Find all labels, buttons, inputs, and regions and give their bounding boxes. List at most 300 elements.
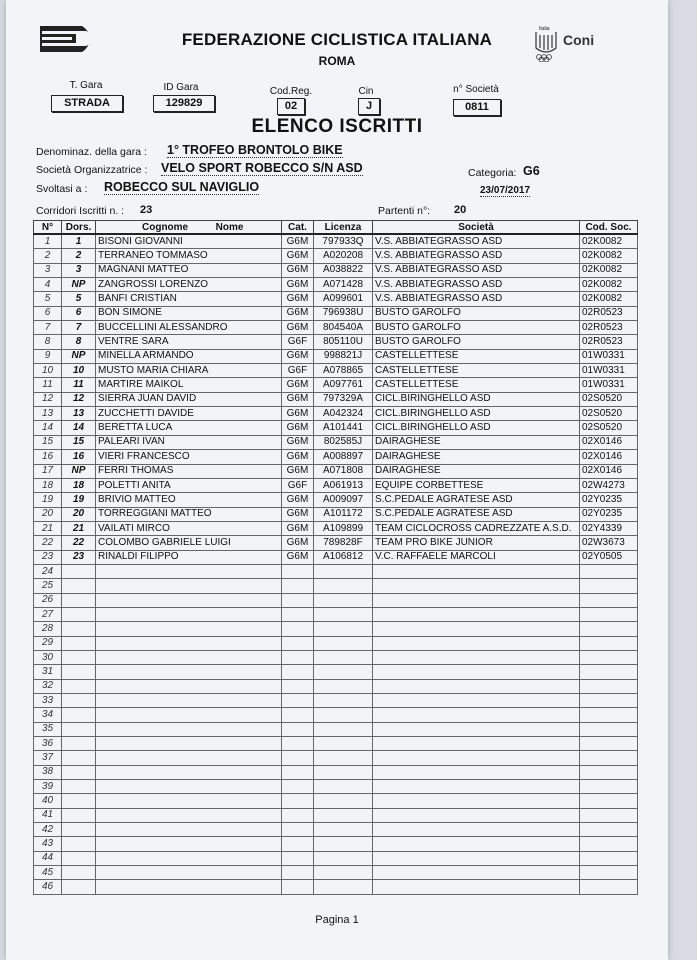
row-name: FERRI THOMAS <box>96 464 282 478</box>
row-name <box>96 851 282 865</box>
row-license <box>314 579 373 593</box>
row-team <box>373 665 580 679</box>
tgara-label: T. Gara <box>69 80 103 91</box>
row-bib <box>62 851 96 865</box>
row-number: 20 <box>34 507 62 521</box>
table-row <box>34 593 638 607</box>
row-bib: 15 <box>62 435 96 449</box>
row-team-code <box>580 851 638 865</box>
row-license <box>314 593 373 607</box>
row-license <box>314 851 373 865</box>
coni-small-text: Italia <box>539 26 550 32</box>
row-category: G6M <box>282 234 314 249</box>
row-category: G6M <box>282 421 314 435</box>
row-category <box>282 607 314 621</box>
row-team: V.S. ABBIATEGRASSO ASD <box>373 234 580 249</box>
row-bib <box>62 765 96 779</box>
row-license <box>314 636 373 650</box>
row-category <box>282 579 314 593</box>
table-row <box>34 536 638 550</box>
row-category <box>282 823 314 837</box>
row-team <box>373 636 580 650</box>
row-team-code <box>580 579 638 593</box>
row-category <box>282 665 314 679</box>
table-row <box>34 722 638 736</box>
row-team <box>373 794 580 808</box>
row-team-code <box>580 823 638 837</box>
row-bib: 13 <box>62 407 96 421</box>
row-team-code: 02Y0505 <box>580 550 638 564</box>
row-license <box>314 564 373 578</box>
row-name: SIERRA JUAN DAVID <box>96 392 282 406</box>
row-team-code <box>580 751 638 765</box>
row-bib <box>62 708 96 722</box>
row-name <box>96 679 282 693</box>
row-team: CASTELLETTESE <box>373 378 580 392</box>
row-team: DAIRAGHESE <box>373 435 580 449</box>
row-team: V.C. RAFFAELE MARCOLI <box>373 550 580 564</box>
row-category: G6F <box>282 478 314 492</box>
row-number: 16 <box>34 450 62 464</box>
row-team <box>373 780 580 794</box>
table-row <box>34 321 638 335</box>
row-category: G6M <box>282 349 314 363</box>
table-row <box>34 765 638 779</box>
row-name <box>96 751 282 765</box>
row-category <box>282 708 314 722</box>
row-bib: 18 <box>62 478 96 492</box>
row-license: 802585J <box>314 435 373 449</box>
row-name <box>96 780 282 794</box>
row-category: G6M <box>282 435 314 449</box>
row-number: 21 <box>34 521 62 535</box>
row-name: TERRANEO TOMMASO <box>96 249 282 263</box>
row-bib <box>62 679 96 693</box>
row-team-code: 02R0523 <box>580 306 638 320</box>
col-codsoc: Cod. Soc. <box>580 221 638 235</box>
federation-title: FEDERAZIONE CICLISTICA ITALIANA <box>181 30 493 49</box>
row-number: 8 <box>34 335 62 349</box>
row-team: CASTELLETTESE <box>373 364 580 378</box>
table-row <box>34 808 638 822</box>
row-category: G6M <box>282 306 314 320</box>
row-name: BUCCELLINI ALESSANDRO <box>96 321 282 335</box>
table-row <box>34 292 638 306</box>
row-license: A009097 <box>314 493 373 507</box>
row-team-code: 02W4273 <box>580 478 638 492</box>
row-name: PALEARI IVAN <box>96 435 282 449</box>
row-number: 41 <box>34 808 62 822</box>
row-license: 804540A <box>314 321 373 335</box>
row-name: MUSTO MARIA CHIARA <box>96 364 282 378</box>
row-bib <box>62 650 96 664</box>
row-team <box>373 650 580 664</box>
row-bib <box>62 823 96 837</box>
table-row <box>34 478 638 492</box>
row-number: 32 <box>34 679 62 693</box>
row-bib: 3 <box>62 263 96 277</box>
row-bib: 21 <box>62 521 96 535</box>
row-team-code: 02K0082 <box>580 234 638 249</box>
row-number: 39 <box>34 780 62 794</box>
row-category: G6M <box>282 450 314 464</box>
row-team: CICL.BIRINGHELLO ASD <box>373 392 580 406</box>
row-bib <box>62 622 96 636</box>
row-license <box>314 607 373 621</box>
row-number: 25 <box>34 579 62 593</box>
table-row <box>34 507 638 521</box>
row-team-code: 02S0520 <box>580 421 638 435</box>
row-number: 26 <box>34 593 62 607</box>
row-license: A020208 <box>314 249 373 263</box>
row-bib: 8 <box>62 335 96 349</box>
row-number: 24 <box>34 564 62 578</box>
row-number: 42 <box>34 823 62 837</box>
table-row <box>34 607 638 621</box>
cin-label: Cin <box>358 86 374 97</box>
row-team-code: 02S0520 <box>580 392 638 406</box>
table-row <box>34 650 638 664</box>
iscritti-value: 23 <box>140 204 153 216</box>
row-license: 797329A <box>314 392 373 406</box>
row-name <box>96 823 282 837</box>
table-row <box>34 464 638 478</box>
row-bib: NP <box>62 464 96 478</box>
table-row <box>34 234 638 249</box>
row-number: 38 <box>34 765 62 779</box>
row-team: V.S. ABBIATEGRASSO ASD <box>373 292 580 306</box>
row-name <box>96 708 282 722</box>
row-name: VAILATI MIRCO <box>96 521 282 535</box>
idgara-box: 129829 <box>153 95 215 112</box>
row-team: TEAM PRO BIKE JUNIOR <box>373 536 580 550</box>
row-team <box>373 708 580 722</box>
table-row <box>34 780 638 794</box>
row-name: BERETTA LUCA <box>96 421 282 435</box>
row-number: 31 <box>34 665 62 679</box>
row-name <box>96 694 282 708</box>
row-category <box>282 636 314 650</box>
col-cognome-nome <box>96 221 282 235</box>
row-team: V.S. ABBIATEGRASSO ASD <box>373 249 580 263</box>
row-team-code <box>580 636 638 650</box>
row-team <box>373 722 580 736</box>
row-license <box>314 622 373 636</box>
row-team-code: 01W0331 <box>580 349 638 363</box>
row-team-code <box>580 866 638 880</box>
row-team-code <box>580 665 638 679</box>
row-category <box>282 679 314 693</box>
row-bib: 19 <box>62 493 96 507</box>
row-bib: 1 <box>62 234 96 249</box>
row-category <box>282 837 314 851</box>
row-license: A101172 <box>314 507 373 521</box>
row-category <box>282 694 314 708</box>
row-number: 14 <box>34 421 62 435</box>
row-license: 805110U <box>314 335 373 349</box>
categoria-label: Categoria: <box>468 167 517 179</box>
row-bib <box>62 564 96 578</box>
row-bib: 7 <box>62 321 96 335</box>
row-team <box>373 808 580 822</box>
svoltasi-label: Svoltasi a : <box>36 183 88 195</box>
row-category: G6M <box>282 507 314 521</box>
row-team: CASTELLETTESE <box>373 349 580 363</box>
row-category <box>282 880 314 894</box>
row-category: G6M <box>282 278 314 292</box>
table-row <box>34 407 638 421</box>
row-category: G6M <box>282 407 314 421</box>
row-team-code <box>580 708 638 722</box>
row-name <box>96 622 282 636</box>
row-team: DAIRAGHESE <box>373 450 580 464</box>
row-name: BON SIMONE <box>96 306 282 320</box>
row-number: 4 <box>34 278 62 292</box>
row-number: 45 <box>34 866 62 880</box>
row-team-code <box>580 737 638 751</box>
row-license: A099601 <box>314 292 373 306</box>
row-bib: 5 <box>62 292 96 306</box>
table-row <box>34 694 638 708</box>
row-name <box>96 564 282 578</box>
table-row <box>34 837 638 851</box>
societa-label: n° Società <box>453 84 499 95</box>
col-cognome: Cognome <box>142 221 189 233</box>
table-row <box>34 622 638 636</box>
row-team-code <box>580 880 638 894</box>
row-name <box>96 866 282 880</box>
row-number: 23 <box>34 550 62 564</box>
row-team-code <box>580 593 638 607</box>
row-license: A008897 <box>314 450 373 464</box>
row-name: VIERI FRANCESCO <box>96 450 282 464</box>
row-bib <box>62 694 96 708</box>
row-bib: 11 <box>62 378 96 392</box>
table-row <box>34 263 638 277</box>
row-license <box>314 880 373 894</box>
svoltasi-value: ROBECCO SUL NAVIGLIO <box>104 180 260 194</box>
row-number: 22 <box>34 536 62 550</box>
row-team-code: 02X0146 <box>580 450 638 464</box>
row-category <box>282 851 314 865</box>
table-row <box>34 794 638 808</box>
row-number: 28 <box>34 622 62 636</box>
tgara-box: STRADA <box>51 95 123 112</box>
row-team-code: 01W0331 <box>580 378 638 392</box>
cin-box: J <box>358 98 380 115</box>
row-team-code: 02R0523 <box>580 321 638 335</box>
row-team-code: 02Y4339 <box>580 521 638 535</box>
row-license <box>314 679 373 693</box>
col-societa: Società <box>373 221 580 235</box>
col-licenza: Licenza <box>314 221 373 235</box>
row-license <box>314 737 373 751</box>
row-bib: NP <box>62 278 96 292</box>
row-bib <box>62 780 96 794</box>
row-license: A106812 <box>314 550 373 564</box>
row-team-code <box>580 780 638 794</box>
row-category <box>282 808 314 822</box>
row-license: A109899 <box>314 521 373 535</box>
row-team-code: 01W0331 <box>580 364 638 378</box>
row-team-code: 02Y0235 <box>580 507 638 521</box>
row-team-code <box>580 722 638 736</box>
row-name <box>96 636 282 650</box>
row-category: G6M <box>282 536 314 550</box>
row-team-code: 02W3673 <box>580 536 638 550</box>
row-name <box>96 808 282 822</box>
row-team-code: 02Y0235 <box>580 493 638 507</box>
row-bib: 22 <box>62 536 96 550</box>
page-title: ELENCO ISCRITTI <box>251 116 423 137</box>
row-bib <box>62 636 96 650</box>
table-row <box>34 364 638 378</box>
row-team <box>373 593 580 607</box>
denominazione-label: Denominaz. della gara : <box>36 146 147 158</box>
row-license: A071808 <box>314 464 373 478</box>
codreg-box: 02 <box>277 98 305 115</box>
row-team-code: 02X0146 <box>580 435 638 449</box>
row-license <box>314 866 373 880</box>
col-cat: Cat. <box>282 221 314 235</box>
table-row <box>34 708 638 722</box>
row-team <box>373 880 580 894</box>
row-name <box>96 737 282 751</box>
row-team <box>373 823 580 837</box>
row-bib <box>62 794 96 808</box>
row-name: ZANGROSSI LORENZO <box>96 278 282 292</box>
row-license: A042324 <box>314 407 373 421</box>
row-license: 796938U <box>314 306 373 320</box>
row-number: 43 <box>34 837 62 851</box>
row-number: 34 <box>34 708 62 722</box>
table-row <box>34 450 638 464</box>
row-name <box>96 650 282 664</box>
row-name: MINELLA ARMANDO <box>96 349 282 363</box>
row-number: 7 <box>34 321 62 335</box>
row-team-code <box>580 694 638 708</box>
col-nome: Nome <box>215 221 244 233</box>
row-number: 27 <box>34 607 62 621</box>
row-license <box>314 708 373 722</box>
row-license <box>314 823 373 837</box>
row-number: 13 <box>34 407 62 421</box>
row-team-code: 02X0146 <box>580 464 638 478</box>
row-team <box>373 579 580 593</box>
row-license <box>314 751 373 765</box>
page-number: Pagina 1 <box>315 914 359 926</box>
row-category: G6F <box>282 364 314 378</box>
row-license <box>314 808 373 822</box>
row-number: 5 <box>34 292 62 306</box>
col-num: N° <box>34 221 62 235</box>
table-row <box>34 823 638 837</box>
table-row <box>34 521 638 535</box>
row-team: V.S. ABBIATEGRASSO ASD <box>373 278 580 292</box>
row-team-code <box>580 622 638 636</box>
row-number: 18 <box>34 478 62 492</box>
row-name: MARTIRE MAIKOL <box>96 378 282 392</box>
row-name: BISONI GIOVANNI <box>96 234 282 249</box>
row-team: BUSTO GAROLFO <box>373 335 580 349</box>
row-bib <box>62 880 96 894</box>
row-team <box>373 622 580 636</box>
row-name <box>96 579 282 593</box>
table-row <box>34 737 638 751</box>
row-category <box>282 722 314 736</box>
row-category <box>282 866 314 880</box>
row-license: A078865 <box>314 364 373 378</box>
row-category: G6M <box>282 550 314 564</box>
row-team: BUSTO GAROLFO <box>373 306 580 320</box>
row-team-code <box>580 837 638 851</box>
row-bib: 14 <box>62 421 96 435</box>
row-name: RINALDI FILIPPO <box>96 550 282 564</box>
race-date: 23/07/2017 <box>480 185 531 196</box>
row-license: A038822 <box>314 263 373 277</box>
row-license <box>314 794 373 808</box>
row-number: 10 <box>34 364 62 378</box>
row-category <box>282 794 314 808</box>
row-license <box>314 694 373 708</box>
coni-logo <box>533 26 613 66</box>
row-team <box>373 694 580 708</box>
row-team <box>373 837 580 851</box>
societa-box: 0811 <box>453 99 501 116</box>
table-row <box>34 349 638 363</box>
row-number: 37 <box>34 751 62 765</box>
row-bib: 23 <box>62 550 96 564</box>
row-license <box>314 780 373 794</box>
row-name <box>96 722 282 736</box>
row-license: 789828F <box>314 536 373 550</box>
row-number: 36 <box>34 737 62 751</box>
table-row <box>34 435 638 449</box>
row-bib <box>62 866 96 880</box>
table-header-row <box>34 221 638 235</box>
table-row <box>34 679 638 693</box>
row-bib: 2 <box>62 249 96 263</box>
row-team: DAIRAGHESE <box>373 464 580 478</box>
organizzatrice-value: VELO SPORT ROBECCO S/N ASD <box>161 161 363 175</box>
row-team-code <box>580 765 638 779</box>
row-bib <box>62 837 96 851</box>
row-category: G6M <box>282 249 314 263</box>
row-category: G6M <box>282 378 314 392</box>
row-team <box>373 751 580 765</box>
table-row <box>34 665 638 679</box>
row-category <box>282 593 314 607</box>
row-number: 33 <box>34 694 62 708</box>
denominazione-value: 1° TROFEO BRONTOLO BIKE <box>167 143 343 157</box>
row-number: 17 <box>34 464 62 478</box>
row-license <box>314 722 373 736</box>
row-license: 797933Q <box>314 234 373 249</box>
row-bib <box>62 722 96 736</box>
row-category: G6M <box>282 263 314 277</box>
row-team: CICL.BIRINGHELLO ASD <box>373 421 580 435</box>
row-bib: 12 <box>62 392 96 406</box>
table-row <box>34 249 638 263</box>
table-row <box>34 306 638 320</box>
row-name: POLETTI ANITA <box>96 478 282 492</box>
iscritti-label: Corridori Iscritti n. : <box>36 205 125 217</box>
row-team-code: 02K0082 <box>580 278 638 292</box>
table-row <box>34 378 638 392</box>
table-row <box>34 636 638 650</box>
row-team-code <box>580 808 638 822</box>
row-number: 15 <box>34 435 62 449</box>
